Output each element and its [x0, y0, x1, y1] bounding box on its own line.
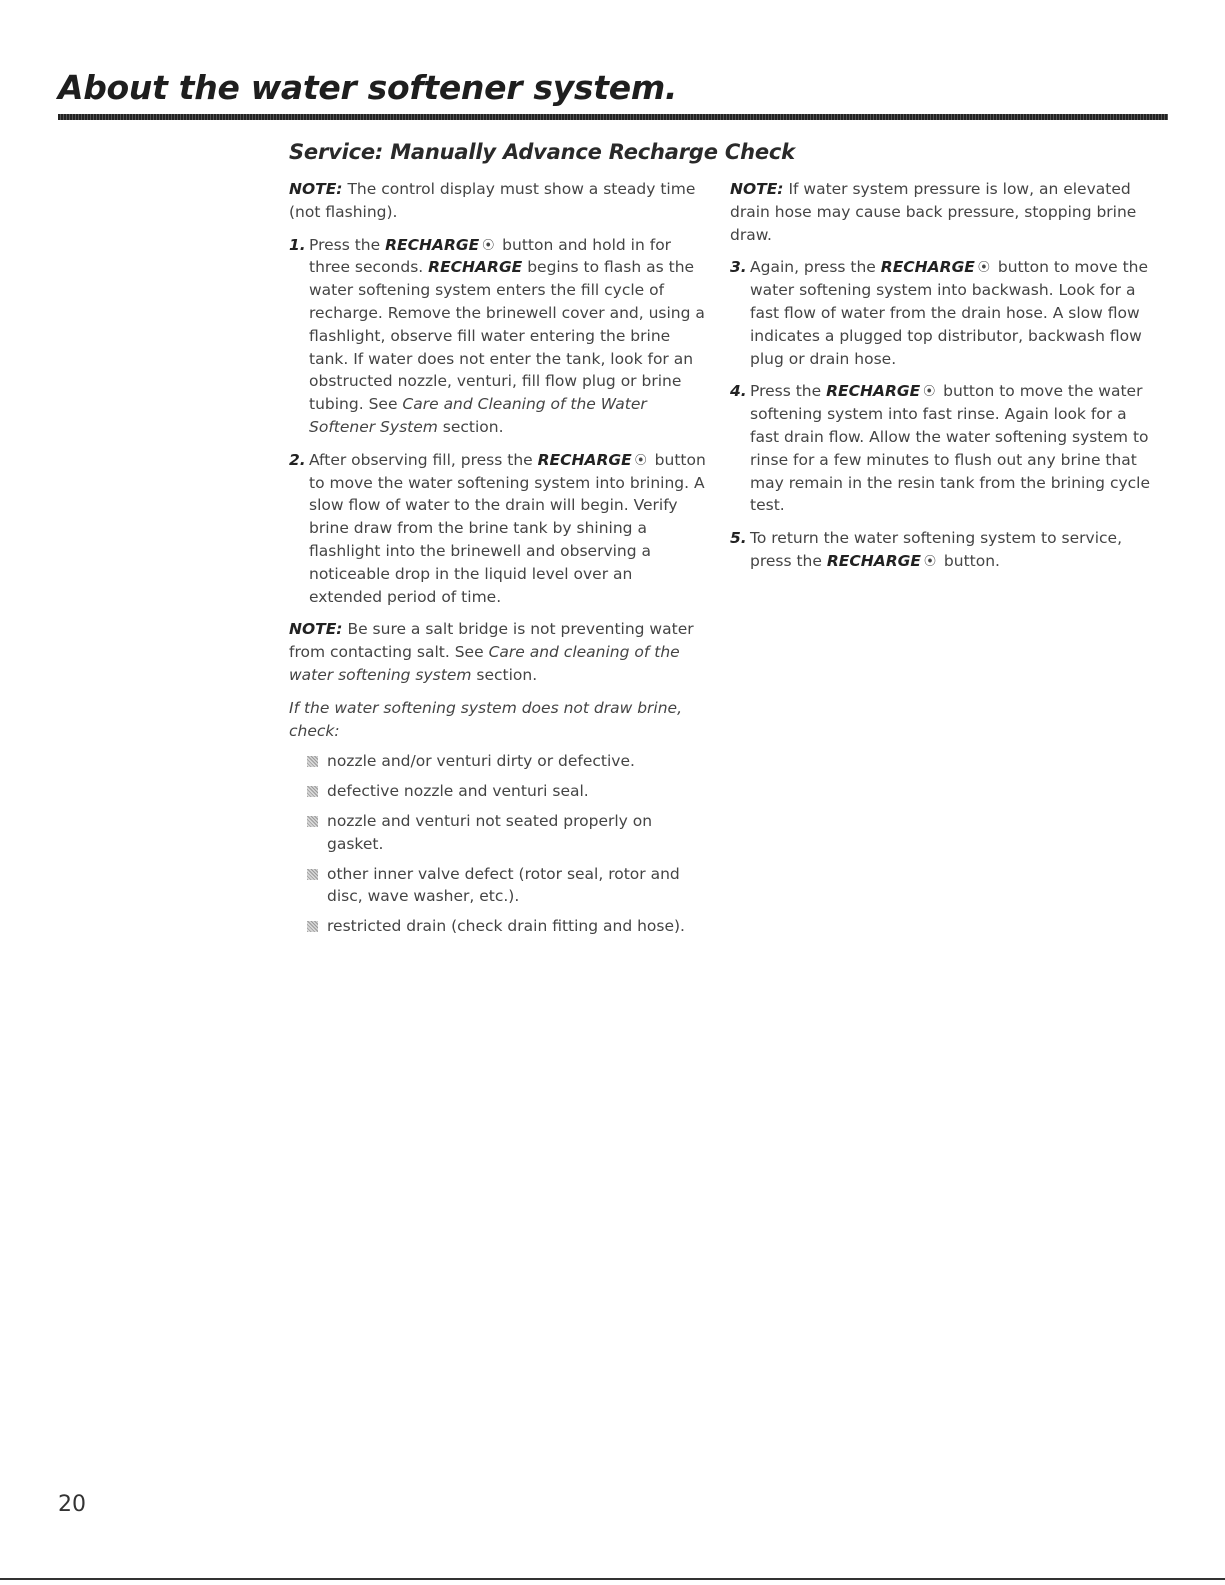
- step-text: Press the: [750, 382, 827, 401]
- recharge-keyword: RECHARGE: [537, 450, 632, 469]
- bullet-square-icon: [307, 869, 318, 880]
- note-text: Be sure a salt bridge is not preventing water from contacting salt. See: [289, 620, 694, 662]
- title-rule: [58, 114, 1168, 120]
- step-text: button and hold in for three seconds.: [309, 235, 672, 277]
- step-text: section.: [437, 417, 504, 436]
- section-reference: Care and cleaning of the water softening system: [289, 643, 680, 684]
- check-item: [307, 750, 709, 773]
- recharge-icon: ⦿: [634, 452, 647, 467]
- note-display: [289, 178, 709, 224]
- recharge-keyword: RECHARGE: [826, 551, 921, 570]
- note-pressure: [730, 178, 1160, 246]
- steps-list-right: [730, 256, 1160, 572]
- step-text: Press the: [309, 235, 386, 254]
- bullet-square-icon: [307, 816, 318, 827]
- recharge-icon: ⦿: [482, 237, 495, 252]
- note-text: The control display must show a steady time (not flashing).: [289, 180, 696, 221]
- recharge-icon: ⦿: [977, 260, 990, 275]
- check-item: [307, 863, 709, 909]
- bullet-square-icon: [307, 786, 318, 797]
- check-text: other inner valve defect (rotor seal, rotor and disc, wave washer, etc.).: [327, 864, 680, 906]
- check-text: restricted drain (check drain fitting and hose).: [327, 917, 685, 936]
- step-number: 4.: [730, 382, 747, 401]
- recharge-keyword: RECHARGE: [428, 258, 523, 277]
- step-text: button to move the water softening system into fast rinse. Again look for a fast drain flow. Allow the water softening system to rinse for a few minutes to flush out any brine that may remain in the resin tank from the brining cycle test.: [750, 382, 1151, 515]
- left-column: [289, 178, 709, 945]
- check-item: [307, 810, 709, 856]
- note-label: NOTE:: [289, 620, 343, 639]
- recharge-keyword: RECHARGE: [826, 382, 921, 401]
- step-1: [289, 234, 709, 439]
- bullet-square-icon: [307, 921, 318, 932]
- step-text: After observing fill, press the: [309, 450, 538, 469]
- page-title: About the water softener system.: [58, 68, 678, 107]
- step-4: [730, 380, 1160, 517]
- check-text: nozzle and venturi not seated properly on gasket.: [327, 811, 653, 853]
- recharge-icon: ⦿: [923, 553, 936, 568]
- step-5: [730, 527, 1160, 573]
- section-reference: Care and Cleaning of the Water Softener System: [309, 395, 647, 436]
- step-text: button to move the water softening system into brining. A slow flow of water to the drain will begin. Verify brine draw from the brine tank by shining a flashlight into the brinewell and observing a noticeable drop in the liquid level over an extended period of time.: [309, 450, 706, 606]
- note-text: If water system pressure is low, an elevated drain hose may cause back pressure, stopping brine draw.: [730, 180, 1137, 244]
- bottom-rule: [0, 1578, 1225, 1580]
- step-text: button.: [939, 551, 1000, 570]
- step-text: Again, press the: [750, 258, 881, 277]
- page-number: 20: [58, 1492, 86, 1517]
- step-text: To return the water softening system to service, press the: [750, 529, 1122, 570]
- step-3: [730, 256, 1160, 370]
- note-label: NOTE:: [289, 180, 343, 198]
- check-text: nozzle and/or venturi dirty or defective.: [327, 752, 635, 771]
- step-number: 3.: [730, 258, 747, 277]
- check-item: [307, 780, 709, 803]
- step-number: 1.: [289, 235, 306, 254]
- check-intro: If the water softening system does not draw brine, check:: [289, 698, 683, 740]
- check-item: [307, 915, 709, 938]
- recharge-keyword: RECHARGE: [385, 235, 480, 254]
- note-text: section.: [471, 665, 538, 684]
- recharge-keyword: RECHARGE: [880, 258, 975, 277]
- step-2: [289, 449, 709, 609]
- steps-list-left: [289, 234, 709, 609]
- bullet-square-icon: [307, 756, 318, 767]
- section-title: Service: Manually Advance Recharge Check: [289, 140, 795, 164]
- step-number: 5.: [730, 529, 747, 548]
- note-salt-bridge: [289, 618, 709, 686]
- right-column: [730, 178, 1160, 583]
- check-text: defective nozzle and venturi seal.: [327, 782, 589, 801]
- note-label: NOTE:: [730, 180, 784, 198]
- step-number: 2.: [289, 450, 306, 469]
- check-list: [289, 750, 709, 938]
- step-text: begins to flash as the water softening system enters the fill cycle of recharge. Remove the brinewell cover and, using a flashlight, observe fill water entering the brine tank. If water does not enter the tank, look for an obstructed nozzle, venturi, fill flow plug or brine tubing. See: [309, 258, 705, 414]
- step-text: button to move the water softening system into backwash. Look for a fast flow of water from the drain hose. A slow flow indicates a plugged top distributor, backwash flow plug or drain hose.: [750, 258, 1149, 368]
- recharge-icon: ⦿: [923, 384, 936, 399]
